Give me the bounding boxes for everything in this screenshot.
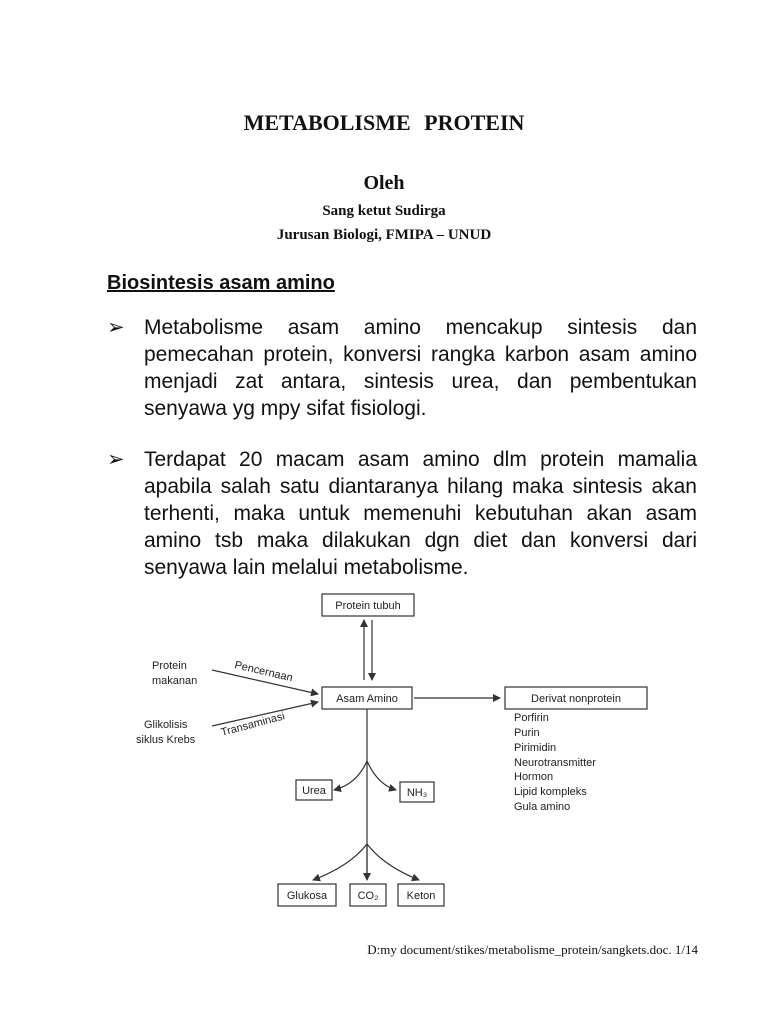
asam-amino-label: Asam Amino — [336, 693, 398, 705]
derivat-item: Lipid kompleks — [514, 786, 587, 798]
protein-tubuh-label: Protein tubuh — [335, 600, 401, 612]
protein-metabolism-diagram — [128, 586, 658, 926]
keton-label: Keton — [406, 890, 436, 902]
bullet-item — [107, 446, 697, 581]
arrow-bullet-icon: ➢ — [107, 448, 125, 471]
transaminasi-label: Transaminasi — [219, 710, 287, 739]
derivat-item: Porfirin — [514, 712, 549, 724]
derivat-item: Neurotransmitter — [514, 757, 596, 769]
author-name: Sang ketut Sudirga — [322, 203, 446, 219]
derivat-item: Hormon — [514, 771, 554, 783]
page-footer: D:my document/stikes/metabolisme_protein/sangkets.doc. 1/14 — [367, 942, 698, 957]
arrow-bullet-icon: ➢ — [107, 316, 125, 339]
protein-makanan-label: Protein — [152, 660, 187, 672]
protein-makanan-label: makanan — [152, 675, 198, 687]
derivat-item: Purin — [514, 727, 540, 739]
bullet-text: Terdapat 20 macam asam amino dlm protein mamalia apabila salah satu diantaranya hilang maka sintesis akan terhenti, maka untuk memenuhi kebutuhan akan asam amino tsb maka dilakukan dgn diet dan konversi dari senyawa lain melalui metabolisme. — [144, 448, 697, 579]
derivat-item: Gula amino — [514, 801, 571, 813]
arrow-to-keton — [367, 844, 419, 880]
glukosa-label: Glukosa — [286, 890, 328, 902]
derivat-item: Pirimidin — [514, 742, 557, 754]
arrow-to-nh3 — [367, 761, 396, 790]
glikolisis-label: siklus Krebs — [136, 734, 196, 746]
nh3-label: NH₃ — [406, 787, 428, 799]
document-title: METABOLISME PROTEIN — [243, 110, 525, 135]
derivat-nonprotein-label: Derivat nonprotein — [531, 693, 621, 705]
arrow-to-urea — [334, 761, 367, 790]
byline-oleh: Oleh — [363, 172, 405, 194]
glikolisis-label: Glikolisis — [144, 719, 188, 731]
urea-label: Urea — [302, 785, 326, 797]
co2-label: CO₂ — [357, 890, 379, 902]
bullet-text: Metabolisme asam amino mencakup sintesis dan pemecahan protein, konversi rangka karbon asam amino menjadi zat antara, sintesis urea, dan pembentukan senyawa yg mpy sifat fisiologi. — [144, 316, 697, 420]
arrow-to-glukosa — [313, 844, 367, 880]
author-department: Jurusan Biologi, FMIPA – UNUD — [276, 227, 492, 243]
section-heading: Biosintesis asam amino — [107, 272, 335, 294]
bullet-item — [107, 314, 697, 422]
pencernaan-label: Pencernaan — [233, 659, 294, 685]
